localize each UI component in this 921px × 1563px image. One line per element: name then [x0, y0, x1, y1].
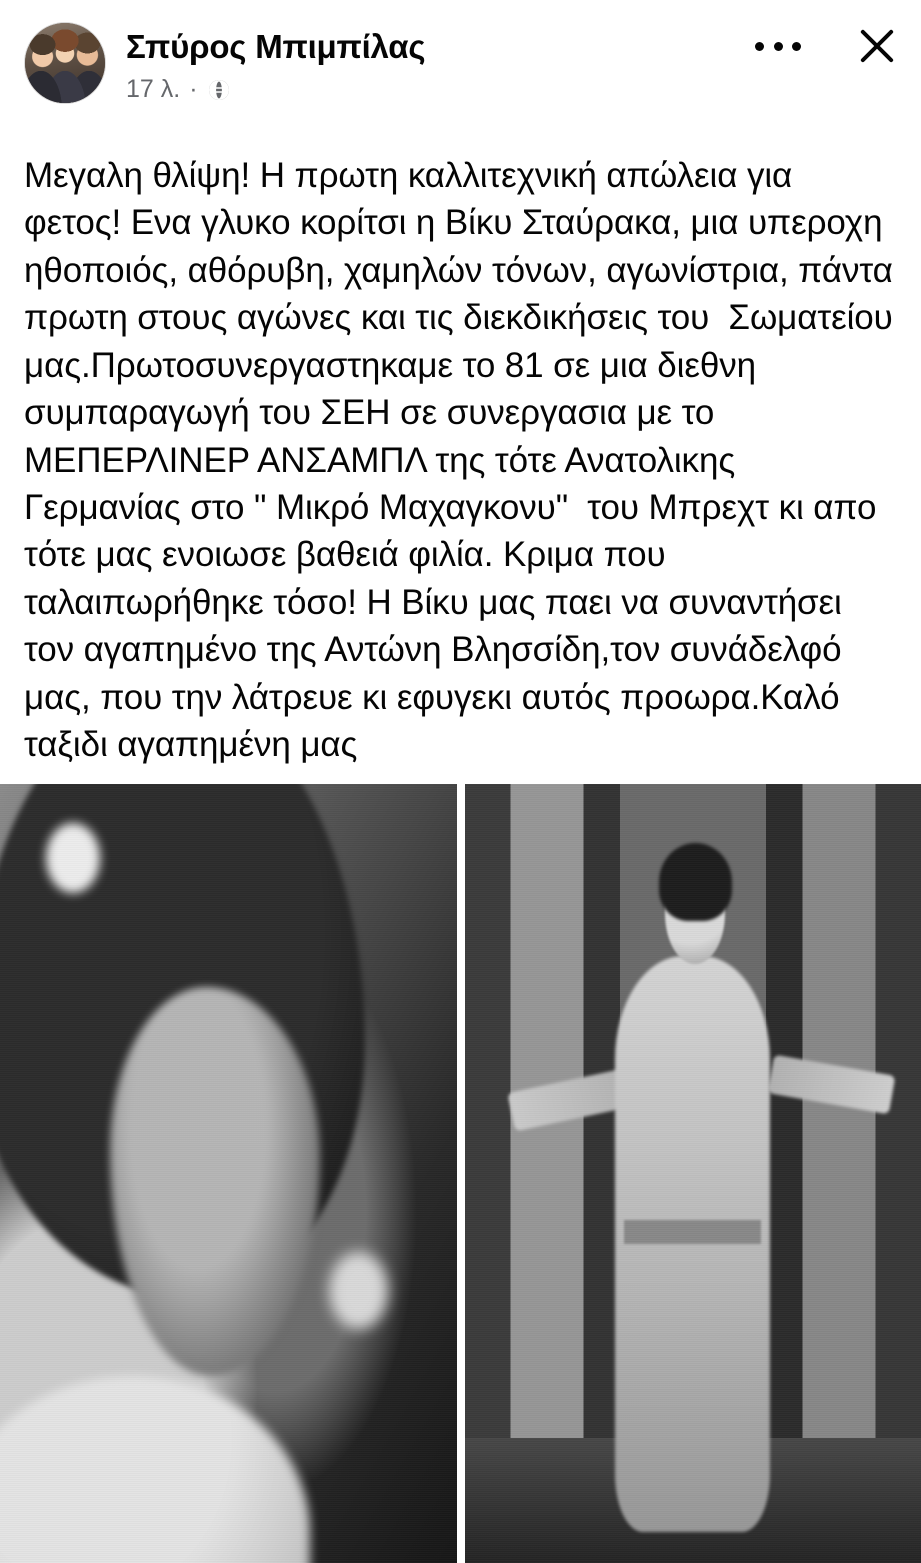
more-options-icon[interactable] — [755, 36, 801, 56]
post-text: Μεγαλη θλίψη! Η πρωτη καλλιτεχνική απώλεια για φετος! Ενα γλυκο κορίτσι η Βίκυ Σταύρακα, μια υπεροχη ηθοποιός, αθόρυβη, χαμηλών τόνων, αγωνίστρια, πάντα πρωτη στους αγώνες και τις διεκδικήσεις του Σωματείου μας.Πρωτοσυνεργαστηκαμε το 81 σε μια διεθνη συμπαραγωγή του ΣΕΗ σε συνεργασια με το ΜΕΠΕΡΛΙΝΕΡ ΑΝΣΑΜΠΛ της τότε Ανατολικης Γερμανίας στο " Μικρό Μαχαγκονυ" του Μπρεχτ κι απο τότε μας ενοιωσε βαθειά φιλία. Κριμα που ταλαιπωρήθηκε τόσο! Η Βίκυ μας παει να συναντήσει τον αγαπημένο της Αντώνη Βλησσίδη,τον συνάδελφό μας, που την λάτρευε κι εφυγεκι αυτός προωρα.Καλό ταξιδι αγαπημένη μας — [24, 156, 903, 765]
meta-separator: · — [189, 74, 198, 103]
close-icon[interactable] — [857, 26, 897, 66]
author-name[interactable]: Σπύρος Μπιμπίλας — [126, 28, 426, 65]
post-timestamp[interactable]: 17 λ. — [126, 74, 181, 103]
post-photo-2[interactable] — [465, 784, 921, 1563]
post-meta — [126, 74, 425, 103]
post-header-actions — [755, 26, 897, 66]
photo-1-grain — [0, 784, 457, 1563]
avatar[interactable] — [24, 22, 106, 104]
post-photo-grid — [0, 784, 921, 1563]
avatar-image-detail-lower — [25, 71, 105, 103]
dot — [755, 42, 764, 51]
post-header — [0, 0, 921, 138]
post-header-text — [126, 22, 425, 102]
dot — [792, 42, 801, 51]
globe-icon[interactable] — [207, 78, 231, 102]
post-photo-1[interactable] — [0, 784, 457, 1563]
photo-2-grain — [465, 784, 921, 1563]
dot — [774, 42, 783, 51]
post-body — [0, 138, 921, 768]
